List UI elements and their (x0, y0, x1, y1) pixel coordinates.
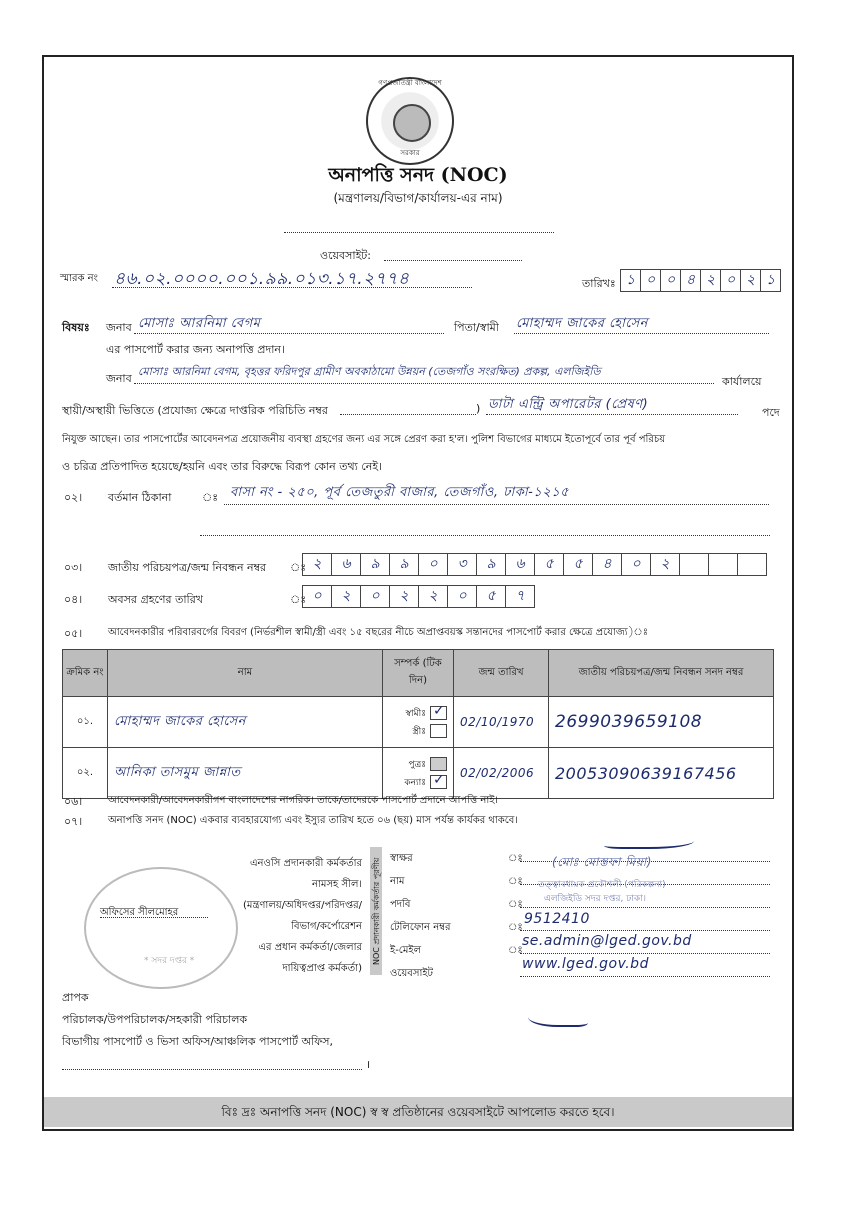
digit-box: ২ (740, 269, 760, 292)
digit-box: ০ (660, 269, 680, 292)
colon: ঃ (508, 899, 523, 910)
item-03-label: জাতীয় পরিচয়পত্র/জন্ম নিবন্ধন নম্বর (108, 561, 267, 574)
digit-box: ৯ (476, 553, 505, 576)
seal-top-text: গণপ্রজাতন্ত্রী বাংলাদেশ (378, 79, 442, 87)
body-janab: জনাব (106, 372, 132, 385)
item-07-text: অনাপত্তি সনদ (NOC) একবার ব্যবহারযোগ্য এবং ইস্যুর তারিখ হতে ০৬ (ছয়) মাস পর্যন্ত কার্যকর থাকবে। (108, 815, 518, 826)
item-04-number: ০৪। (64, 593, 83, 606)
digit-box: ৫ (563, 553, 592, 576)
website-value: www.lged.gov.bd (522, 956, 649, 972)
father-name: মোহাম্মদ জাকের হোসেন (516, 316, 648, 331)
digit-box: ৫ (476, 585, 505, 608)
digit-box: ২ (302, 553, 331, 576)
item-02-number: ০২। (64, 491, 83, 504)
item-03-number: ০৩। (64, 561, 83, 574)
office-name: মোসাঃ আরনিমা বেগম, বৃহত্তর ফরিদপুর গ্রামীণ অবকাঠামো উন্নয়ন (তেজগাঁও সংরক্ষিত) প্রকল্প, এলজিইডি (138, 365, 601, 378)
relation-son-label: পুত্রঃ (408, 759, 426, 770)
officer-name-stamp: (মোঃ মোস্তফা মিয়া) (552, 855, 652, 869)
col-relation: সম্পর্ক (টিক দিন) (383, 650, 454, 697)
row-id: 20053090639167456 (549, 748, 774, 799)
office-suffix: কার্যালয়ে (722, 375, 762, 388)
recipient-line-2: বিভাগীয় পাসপোর্ট ও ভিসা অফিস/আঞ্চলিক পাসপোর্ট অফিস, (62, 1035, 333, 1048)
field-colons (508, 847, 523, 962)
field-signature: স্বাক্ষর (390, 853, 413, 864)
issuer-line-3: (মন্ত্রণালয়/অধিদপ্তর/পরিদপ্তর/ (242, 900, 362, 911)
digit-box: ০ (640, 269, 660, 292)
row-id: 2699039659108 (549, 697, 774, 748)
digit-box: ৬ (331, 553, 360, 576)
col-name: নাম (108, 650, 383, 697)
digit-box: ০ (418, 553, 447, 576)
digit-box: ০ (621, 553, 650, 576)
id-number-line (340, 414, 476, 415)
item-04-label: অবসর গ্রহণের তারিখ (108, 593, 203, 606)
row-relation (383, 748, 454, 799)
office-seal-label: অফিসের সীলমোহর (100, 907, 179, 918)
page-title: অনাপত্তি সনদ (NOC) (328, 164, 508, 186)
digit-box: ৪ (592, 553, 621, 576)
website-line (384, 260, 522, 261)
row-serial: ০২. (63, 748, 108, 799)
row-relation (383, 697, 454, 748)
website-label: ওয়েবসাইট: (320, 249, 371, 262)
item-05-label: আবেদনকারীর পরিবারবর্গের বিবরণ (নির্ভরশীল স্বামী/স্ত্রী এবং ১৫ বছরের নীচে অপ্রাপ্তবয়স্ক সন্তানদের পাসপোর্ট করার ক্ষেত্রে প্রযোজ্য)ঃ (108, 627, 649, 638)
issuer-line-5: এর প্রধান কর্মকর্তা/জেলার (258, 942, 362, 953)
col-dob: জন্ম তারিখ (454, 650, 549, 697)
digit-box (737, 553, 767, 576)
emblem-icon (393, 104, 431, 142)
digit-box: ৩ (447, 553, 476, 576)
relation-husband-label: স্বামীঃ (405, 708, 426, 719)
digit-box: ২ (331, 585, 360, 608)
office-seal-line (100, 917, 208, 918)
recipient-line-end: । (366, 1058, 371, 1071)
recipient-address-line (62, 1069, 362, 1070)
colon: ঃ (508, 853, 523, 864)
applicant-name: মোসাঃ আরনিমা বেগম (138, 316, 261, 331)
address-line-1 (224, 504, 769, 505)
digit-box: ৪ (680, 269, 700, 292)
issuer-line-6: দায়িত্বপ্রাপ্ত কর্মকর্তা) (282, 963, 362, 974)
phone-line (520, 930, 770, 931)
issuer-line-1: এনওসি প্রদানকারী কর্মকর্তার (249, 858, 362, 869)
field-phone: টেলিফোন নম্বর (390, 922, 451, 933)
digit-box: ২ (389, 585, 418, 608)
memo-value: ৪৬.০২.০০০০.০০১.৯৯.০১৩.১৭.২৭৭৪ (114, 269, 410, 289)
field-designation: পদবি (390, 899, 411, 910)
noc-form (42, 55, 794, 1131)
designation-line (486, 414, 738, 415)
digit-box (708, 553, 737, 576)
digit-box: ৯ (389, 553, 418, 576)
issuer-line-2: নামসহ সীল। (312, 879, 362, 890)
office-round-stamp (84, 867, 238, 989)
body-line2-close: ) (476, 402, 481, 415)
designation: ডাটা এন্ট্রি অপারেটর (প্রেষণ) (488, 397, 649, 412)
date-boxes (620, 269, 781, 292)
table-row (63, 697, 774, 748)
officer-signature (604, 833, 694, 849)
seal-bottom-text: সরকার (400, 149, 420, 157)
ministry-name-line (284, 232, 554, 233)
digit-box: ০ (302, 585, 331, 608)
government-seal (366, 77, 454, 165)
website-field-line (520, 976, 770, 977)
item-05-number: ০৫। (64, 627, 83, 640)
body-line2-suffix: পদে (762, 406, 780, 419)
digit-box: ১ (760, 269, 781, 292)
item-02-colon: ঃ (202, 491, 219, 504)
relation-wife-label: স্ত্রীঃ (412, 726, 426, 737)
colon: ঃ (508, 922, 523, 933)
digit-box: ১ (620, 269, 640, 292)
issuer-description (242, 853, 362, 979)
digit-box: ৬ (505, 553, 534, 576)
family-table (62, 649, 774, 799)
office-line (134, 383, 714, 384)
item-07-number: ০৭। (64, 815, 83, 828)
issuer-line-4: বিভাগ/কর্পোরেশন (291, 921, 362, 932)
body-line4: ও চরিত্র প্রতিপাদিত হয়েছে/হয়নি এবং তার বিরুদ্ধে বিরূপ কোন তথ্য নেই। (62, 460, 382, 473)
digit-box: ২ (650, 553, 679, 576)
digit-box (679, 553, 708, 576)
body-line2: স্থায়ী/অস্থায়ী ভিত্তিতে (প্রযোজ্য ক্ষেত্রে দাপ্তরিক পরিচিতি নম্বর (62, 404, 328, 417)
colon: ঃ (508, 876, 523, 887)
email-line (520, 953, 770, 954)
initial-signature (528, 1007, 588, 1027)
recipient-label: প্রাপক (62, 991, 89, 1004)
officer-desig-stamp-1: তত্ত্বাবধায়ক প্রকৌশলী (পরিকল্পনা) (538, 880, 666, 890)
row-dob: 02/10/1970 (454, 697, 549, 748)
item-04-colon: ঃ (290, 593, 307, 606)
present-address: বাসা নং - ২৫০, পূর্ব তেজতুরী বাজার, তেজগাঁও, ঢাকা-১২১৫ (230, 485, 570, 500)
memo-line (112, 287, 472, 288)
digit-box: ০ (720, 269, 740, 292)
husband-checkbox[interactable] (430, 706, 447, 720)
son-checkbox[interactable] (430, 757, 447, 771)
row-serial: ০১. (63, 697, 108, 748)
subject-label: বিষয়ঃ (62, 321, 90, 334)
recipient-line-1: পরিচালক/উপপরিচালক/সহকারী পরিচালক (62, 1013, 248, 1026)
digit-box: ৫ (534, 553, 563, 576)
digit-box: ৭ (505, 585, 535, 608)
body-line3: নিযুক্ত আছেন। তার পাসপোর্টের আবেদনপত্র প্রয়োজনীয় ব্যবস্থা গ্রহণের জন্য এর সঙ্গে প্রেরণ করা হ'ল। পুলিশ বিভাগের মাধ্যমে ইতোপূর্বে তার পূর্ব পরিচয় (62, 434, 666, 445)
digit-box: ২ (700, 269, 720, 292)
designation-field-line (520, 907, 770, 908)
daughter-checkbox[interactable] (430, 775, 447, 789)
table-row (63, 748, 774, 799)
page-subtitle: (মন্ত্রণালয়/বিভাগ/কার্যালয়-এর নাম) (333, 191, 503, 205)
col-id: জাতীয় পরিচয়পত্র/জন্ম নিবন্ধন সনদ নম্বর (549, 650, 774, 697)
noc-vertical-label: NOC প্রদানকারী কর্মকর্তার পূরণীয় (370, 847, 382, 975)
digit-box: ০ (360, 585, 389, 608)
phone-value: 9512410 (524, 911, 590, 927)
name-line (134, 333, 444, 334)
digit-box: ৯ (360, 553, 389, 576)
footer-note: বিঃ দ্রঃ অনাপত্তি সনদ (NOC) স্ব স্ব প্রতিষ্ঠানের ওয়েবসাইটে আপলোড করতে হবে। (44, 1097, 792, 1127)
digit-box: ০ (447, 585, 476, 608)
row-name: মোহাম্মদ জাকের হোসেন (108, 697, 383, 748)
row-name: আনিকা তাসমুম জান্নাত (108, 748, 383, 799)
family-table-header (63, 650, 774, 697)
field-labels (390, 847, 451, 985)
field-email: ই-মেইল (390, 945, 422, 956)
wife-checkbox[interactable] (430, 724, 447, 738)
father-label: পিতা/স্বামী (454, 321, 499, 334)
address-line-2 (200, 535, 770, 536)
col-serial: ক্রমিক নং (63, 650, 108, 697)
field-website: ওয়েবসাইট (390, 968, 433, 979)
retirement-date-boxes (302, 585, 535, 608)
date-label: তারিখঃ (582, 277, 616, 290)
relation-daughter-label: কন্যাঃ (404, 777, 426, 788)
item-06-text: আবেদনকারী/আবেদনকারীগণ বাংলাদেশের নাগরিক। তাকে/তাদেরকে পাসপোর্ট প্রদানে আপত্তি নাই। (108, 795, 499, 806)
officer-desig-stamp-2: এলজিইডি সদর দপ্তর, ঢাকা। (544, 894, 647, 904)
colon: ঃ (508, 945, 523, 956)
item-02-label: বর্তমান ঠিকানা (108, 491, 172, 504)
field-name: নাম (390, 876, 405, 887)
memo-label: স্মারক নং (60, 273, 98, 284)
email-value: se.admin@lged.gov.bd (522, 933, 692, 949)
digit-box: ২ (418, 585, 447, 608)
item-03-colon: ঃ (290, 561, 307, 574)
father-line (514, 333, 769, 334)
subject-janab: জনাব (106, 321, 132, 334)
item-06-number: ০৬। (64, 795, 83, 808)
nid-boxes (302, 553, 767, 576)
row-dob: 02/02/2006 (454, 748, 549, 799)
stamp-text: * সদর দপ্তর * (144, 956, 195, 966)
subject-purpose: এর পাসপোর্ট করার জন্য অনাপত্তি প্রদান। (106, 343, 285, 356)
